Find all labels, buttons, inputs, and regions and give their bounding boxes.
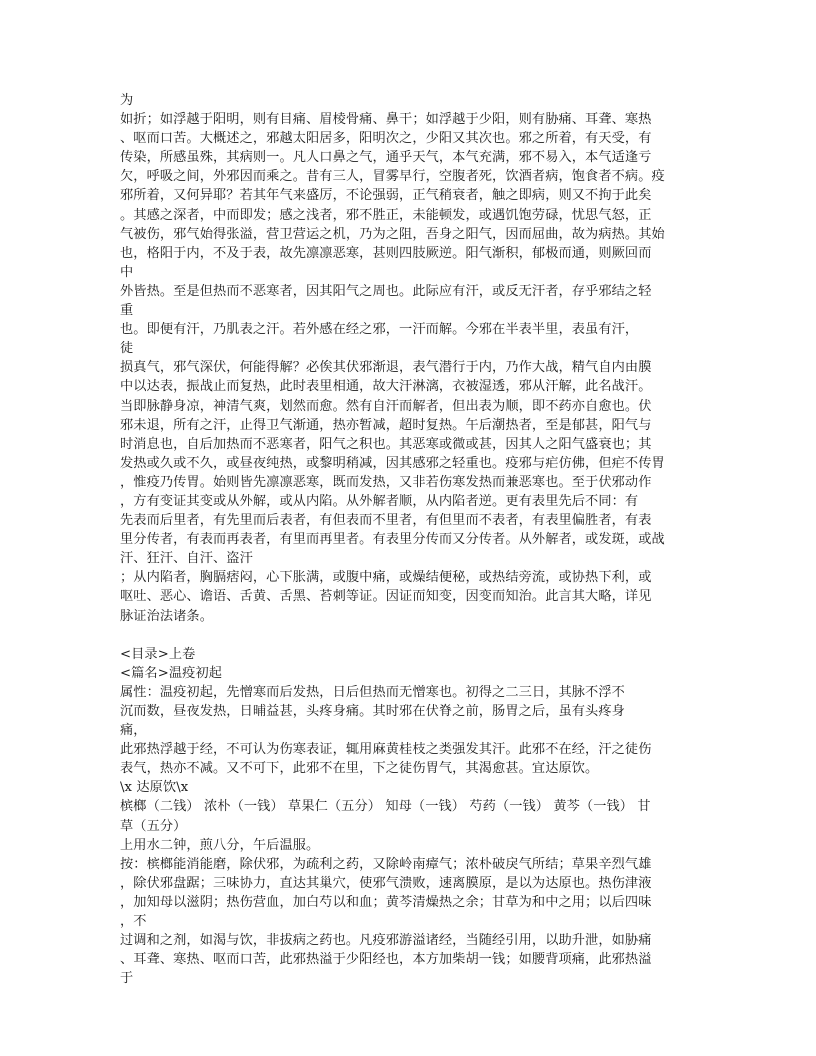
text-line: 气被伤，邪气始得张溢，营卫营运之机，乃为之阻，吾身之阳气，因而屈曲，故为病热。其始 bbox=[120, 226, 665, 242]
text-line: 传染，所感虽殊，其病则一。凡人口鼻之气，通乎天气，本气充满，邪不易入，本气适逢亏 bbox=[120, 150, 652, 166]
text-line: 重 bbox=[120, 303, 134, 319]
text-line: 先表而后里者，有先里而后表者，有但表而不里者，有但里而不表者，有表里偏胜者，有表 bbox=[120, 513, 652, 529]
text-line: 徒 bbox=[120, 341, 134, 357]
text-line: 中 bbox=[120, 264, 134, 280]
text-line: 于 bbox=[120, 971, 134, 987]
text-line: 为 bbox=[120, 93, 134, 108]
text-line: 发热或久或不久，或昼夜纯热，或黎明稍减，因其感邪之轻重也。疫邪与疟仿佛，但疟不传胃 bbox=[120, 455, 665, 471]
text-line: 外皆热。至是但热而不恶寒者，因其阳气之周也。此际应有汗，或反无汗者，存乎邪结之轻 bbox=[120, 283, 652, 299]
text-line: <篇名>温疫初起 bbox=[120, 665, 223, 681]
text-line: 草（五分） bbox=[120, 818, 187, 834]
text-line: ，方有变证其变或从外解，或从内陷。从外解者顺，从内陷者逆。更有表里先后不同：有 bbox=[120, 493, 639, 509]
text-line: 。其感之深者，中而即发；感之浅者，邪不胜正，未能顿发，或遇饥饱劳碌，忧思气怒，正 bbox=[120, 207, 652, 223]
text-line: 损真气，邪气深伏，何能得解？必俟其伏邪渐退，表气潜行于内，乃作大战，精气自内由膜 bbox=[120, 360, 652, 376]
text-line: 欠，呼吸之间，外邪因而乘之。昔有三人，冒雾早行，空腹者死，饮酒者病，饱食者不病。疫 bbox=[120, 169, 665, 185]
paragraph-gap bbox=[120, 626, 700, 645]
text-line: 中以达表，振战止而复热，此时表里相通，故大汗淋漓，衣被湿透，邪从汗解，此名战汗。 bbox=[120, 379, 652, 395]
text-line: ，除伏邪盘踞；三味协力，直达其巢穴，使邪气溃败，速离膜原，是以为达原也。热伤津液 bbox=[120, 875, 652, 891]
text-line: 邪未退，所有之汗，止得卫气渐通，热亦暂减，超时复热。午后潮热者，至是郁甚，阳气与 bbox=[120, 417, 652, 433]
text-line: 按：槟榔能消能磨，除伏邪，为疏利之药，又除岭南瘴气；浓朴破戾气所结；草果辛烈气雄 bbox=[120, 856, 652, 872]
text-line: 表气，热亦不减。又不可下，此邪不在里，下之徒伤胃气，其渴愈甚。宜达原饮。 bbox=[120, 761, 599, 777]
text-line: 过调和之剂，如渴与饮，非拔病之药也。凡疫邪游溢诸经，当随经引用，以助升泄，如胁痛 bbox=[120, 933, 652, 949]
text-line: 时消息也，自后加热而不恶寒者，阳气之积也。其恶寒或微或甚，因其人之阳气盛衰也；其 bbox=[120, 436, 652, 452]
text-line: ；从内陷者，胸膈痞闷，心下胀满，或腹中痛，或燥结便秘，或热结旁流，或协热下利，或 bbox=[120, 570, 652, 586]
text-line: 也，格阳于内，不及于表，故先凛凛恶寒，甚则四肢厥逆。阳气渐积，郁极而通，则厥回而 bbox=[120, 245, 652, 261]
text-line: 脉证治法诸条。 bbox=[120, 608, 214, 624]
text-line: 也。即便有汗，乃肌表之汗。若外感在经之邪，一汗而解。今邪在半表半里，表虽有汗， bbox=[120, 322, 639, 338]
text-section-chapter bbox=[120, 645, 700, 989]
text-line: <目录>上卷 bbox=[120, 646, 196, 662]
text-line: 里分传者，有表而再表者，有里而再里者。有表里分传而又分传者。从外解者，或发斑，或战 bbox=[120, 532, 665, 548]
text-line: 槟榔（二钱） 浓朴（一钱） 草果仁（五分） 知母（一钱） 芍药（一钱） 黄芩（一钱） 甘 bbox=[120, 799, 651, 815]
text-line: 汗、狂汗、自汗、盗汗 bbox=[120, 551, 253, 567]
text-line: 沉而数，昼夜发热，日晡益甚，头疼身痛。其时邪在伏脊之前，肠胃之后，虽有头疼身 bbox=[120, 704, 625, 719]
text-line: 、耳聋、寒热、呕而口苦，此邪热溢于少阳经也，本方加柴胡一钱；如腰背项痛，此邪热溢 bbox=[120, 952, 652, 968]
text-line: \x 达原饮\x bbox=[120, 780, 189, 796]
text-line: 痛， bbox=[120, 723, 147, 739]
document-page bbox=[120, 91, 700, 988]
text-line: 、呕而口苦。大概述之，邪越太阳居多，阳明次之，少阳又其次也。邪之所着，有天受，有 bbox=[120, 131, 652, 147]
text-line: 上用水二钟，煎八分，午后温服。 bbox=[120, 837, 320, 853]
text-line: ，加知母以滋阴；热伤营血，加白芍以和血；黄芩清燥热之余；甘草为和中之用；以后四味 bbox=[120, 894, 652, 910]
text-line: ，不 bbox=[120, 914, 147, 930]
text-line: ，惟疫乃传胃。始则皆先凛凛恶寒，既而发热，又非若伤寒发热而兼恶寒也。至于伏邪动作 bbox=[120, 474, 652, 490]
text-line: 属性：温疫初起，先憎寒而后发热，日后但热而无憎寒也。初得之二三日，其脉不浮不 bbox=[120, 684, 625, 700]
text-section-preface bbox=[120, 91, 700, 626]
text-line: 如折；如浮越于阳明，则有目痛、眉棱骨痛、鼻干；如浮越于少阳，则有胁痛、耳聋、寒热 bbox=[120, 112, 652, 128]
text-line: 呕吐、恶心、谵语、舌黄、舌黑、苔刺等证。因证而知变，因变而知治。此言其大略，详见 bbox=[120, 589, 652, 605]
text-line: 当即脉静身凉，神清气爽，划然而愈。然有自汗而解者，但出表为顺，即不药亦自愈也。伏 bbox=[120, 398, 652, 414]
text-line: 此邪热浮越于经，不可认为伤寒表证，辄用麻黄桂枝之类强发其汗。此邪不在经，汗之徒伤 bbox=[120, 742, 652, 758]
text-line: 邪所着，又何异耶？若其年气来盛厉，不论强弱，正气稍衰者，触之即病，则又不拘于此矣 bbox=[120, 188, 652, 204]
